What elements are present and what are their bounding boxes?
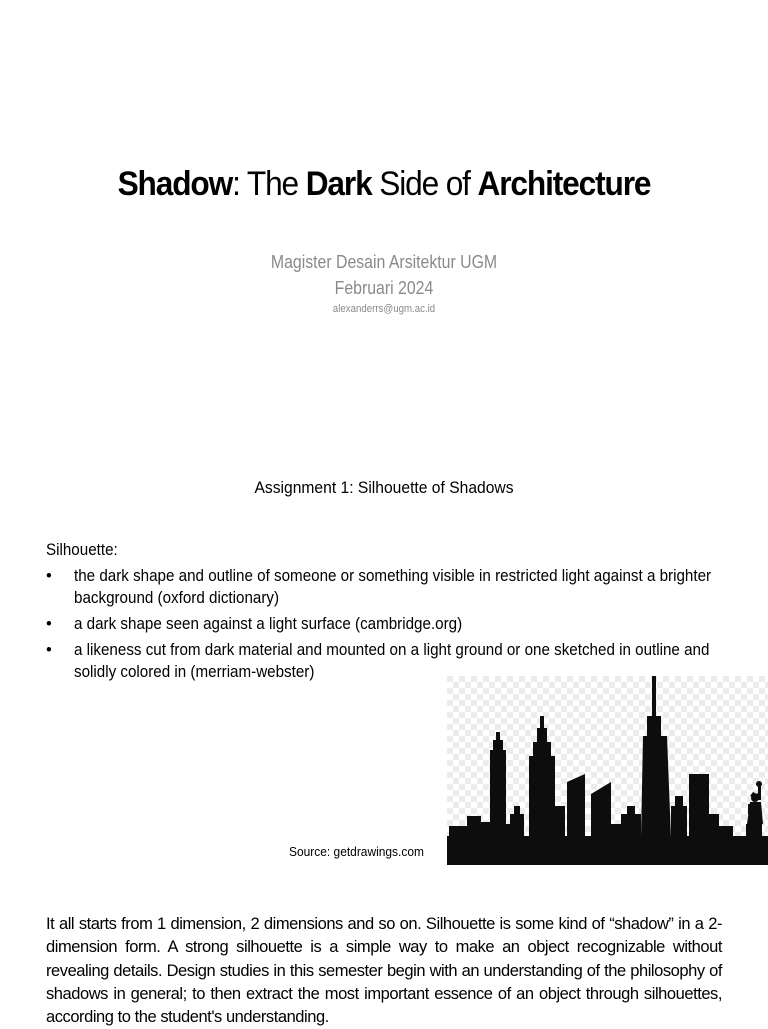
definition-text: a likeness cut from dark material and mounted on a light ground or one sketched in outline and solidly colored in (merriam-webster)	[74, 641, 710, 681]
title-text-2: Side of	[371, 165, 478, 203]
bullet-icon: •	[46, 615, 52, 633]
assignment-heading: Assignment 1: Silhouette of Shadows	[254, 478, 514, 497]
definition-text: the dark shape and outline of someone or something visible in restricted light against a brighter background (oxford dictionary)	[74, 567, 712, 607]
title-word-architecture: Architecture	[477, 165, 651, 203]
intro-paragraph: It all starts from 1 dimension, 2 dimensions and so on. Silhouette is some kind of “shadow” in a 2-dimension form. A strong silhouette is a simple way to make an object recognizable without revealing details. Design studies in this semester begin with an understanding of the philosophy of shadows in general; to then extract the most important essence of an object through silhouettes, according to the student's understanding.	[46, 915, 722, 1027]
list-item	[46, 613, 764, 635]
title-word-shadow: Shadow	[117, 165, 233, 203]
date-text: Februari 2024	[334, 278, 434, 298]
program-name: Magister Desain Arsitektur UGM	[270, 252, 498, 272]
figure-source: Source: getdrawings.com	[289, 844, 424, 859]
list-item	[46, 565, 764, 609]
bullet-icon: •	[46, 567, 52, 585]
title-text-1: : The	[232, 165, 306, 203]
title-word-dark: Dark	[305, 165, 372, 203]
page-title	[27, 162, 741, 206]
skyline-silhouette-image	[447, 676, 768, 865]
definition-text: a dark shape seen against a light surface (cambridge.org)	[74, 615, 463, 633]
definition-list	[46, 565, 766, 687]
definition-label: Silhouette:	[46, 541, 118, 559]
author-email: alexanderrs@ugm.ac.id	[332, 303, 436, 315]
bullet-icon: •	[46, 641, 52, 659]
